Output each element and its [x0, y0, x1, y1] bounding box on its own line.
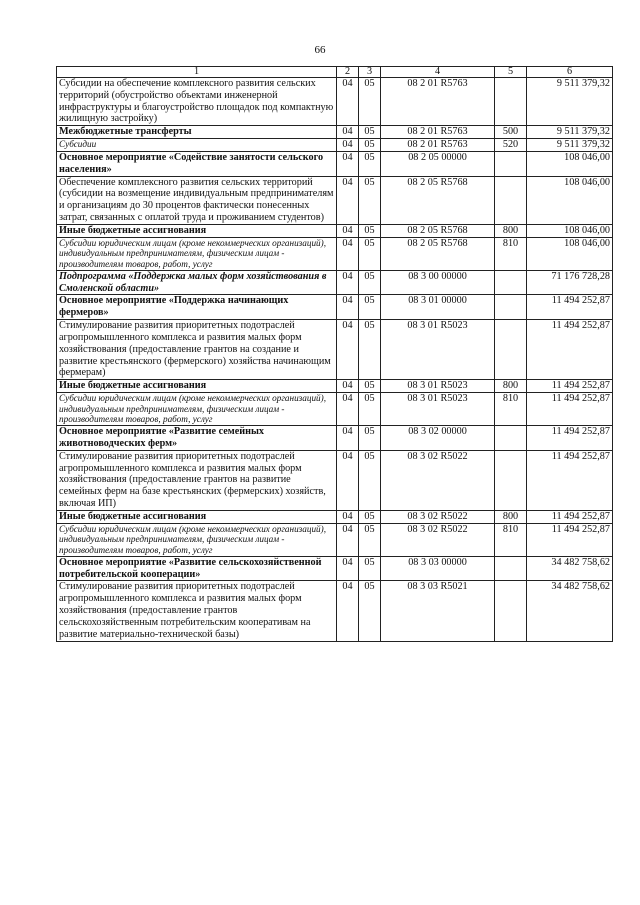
- row-subsection-cell: 05: [359, 523, 381, 556]
- row-name-cell: Основное мероприятие «Содействие занятости сельского населения»: [57, 151, 337, 176]
- table-row: [57, 78, 613, 126]
- table-row: [57, 523, 613, 556]
- row-expense-type-cell: [495, 151, 527, 176]
- row-section-cell: 04: [337, 176, 359, 224]
- row-code-cell: 08 3 03 R5021: [381, 581, 495, 641]
- row-expense-type-cell: 500: [495, 126, 527, 139]
- row-expense-type-cell: [495, 78, 527, 126]
- row-subsection-cell: 05: [359, 556, 381, 581]
- row-amount-cell: 108 046,00: [527, 224, 613, 237]
- row-section-cell: 04: [337, 581, 359, 641]
- row-expense-type-cell: [495, 426, 527, 451]
- row-section-cell: 04: [337, 224, 359, 237]
- row-name-cell: Иные бюджетные ассигнования: [57, 380, 337, 393]
- row-subsection-cell: 05: [359, 151, 381, 176]
- row-section-cell: 04: [337, 237, 359, 270]
- table-row: [57, 224, 613, 237]
- row-name-cell: Субсидии: [57, 139, 337, 152]
- row-code-cell: 08 3 01 00000: [381, 295, 495, 320]
- row-code-cell: 08 3 02 R5022: [381, 510, 495, 523]
- row-amount-cell: 9 511 379,32: [527, 139, 613, 152]
- table-row: [57, 295, 613, 320]
- row-expense-type-cell: [495, 270, 527, 295]
- row-name-cell: Основное мероприятие «Развитие семейных животноводческих ферм»: [57, 426, 337, 451]
- row-name-cell: Иные бюджетные ассигнования: [57, 224, 337, 237]
- row-subsection-cell: 05: [359, 380, 381, 393]
- header-col-4: 4: [381, 67, 495, 78]
- row-section-cell: 04: [337, 556, 359, 581]
- table-row: [57, 176, 613, 224]
- row-section-cell: 04: [337, 139, 359, 152]
- row-subsection-cell: 05: [359, 320, 381, 380]
- row-subsection-cell: 05: [359, 126, 381, 139]
- row-section-cell: 04: [337, 295, 359, 320]
- row-expense-type-cell: 800: [495, 380, 527, 393]
- row-amount-cell: 11 494 252,87: [527, 380, 613, 393]
- row-name-cell: Субсидии юридическим лицам (кроме некоммерческих организаций), индивидуальным предпринимателям, физическим лицам - производителям товаров, работ, услуг: [57, 237, 337, 270]
- row-expense-type-cell: [495, 556, 527, 581]
- row-section-cell: 04: [337, 450, 359, 510]
- row-section-cell: 04: [337, 78, 359, 126]
- row-subsection-cell: 05: [359, 581, 381, 641]
- row-amount-cell: 34 482 758,62: [527, 556, 613, 581]
- table-row: [57, 450, 613, 510]
- table-body: [57, 78, 613, 642]
- row-subsection-cell: 05: [359, 450, 381, 510]
- row-amount-cell: 11 494 252,87: [527, 426, 613, 451]
- row-code-cell: 08 2 01 R5763: [381, 126, 495, 139]
- row-subsection-cell: 05: [359, 176, 381, 224]
- row-name-cell: Обеспечение комплексного развития сельских территорий (субсидии на возмещение индивидуальным предпринимателям и организациям до 30 процентов фактически понесенных затрат, связанных с оплатой труда и проживанием студентов): [57, 176, 337, 224]
- table-row: [57, 510, 613, 523]
- row-expense-type-cell: 800: [495, 224, 527, 237]
- row-amount-cell: 11 494 252,87: [527, 450, 613, 510]
- table-row: [57, 320, 613, 380]
- row-code-cell: 08 3 01 R5023: [381, 393, 495, 426]
- row-code-cell: 08 2 01 R5763: [381, 78, 495, 126]
- row-subsection-cell: 05: [359, 270, 381, 295]
- table-row: [57, 139, 613, 152]
- row-amount-cell: 9 511 379,32: [527, 126, 613, 139]
- table-row: [57, 556, 613, 581]
- row-section-cell: 04: [337, 510, 359, 523]
- row-section-cell: 04: [337, 380, 359, 393]
- row-expense-type-cell: [495, 320, 527, 380]
- table-row: [57, 393, 613, 426]
- row-expense-type-cell: 810: [495, 237, 527, 270]
- row-code-cell: 08 3 02 00000: [381, 426, 495, 451]
- row-name-cell: Стимулирование развития приоритетных подотраслей агропромышленного комплекса и развития малых форм хозяйствования (предоставление грантов сельскохозяйственным потребительским кооперативам на развитие материально-технической базы): [57, 581, 337, 641]
- row-code-cell: 08 2 05 R5768: [381, 176, 495, 224]
- row-name-cell: Межбюджетные трансферты: [57, 126, 337, 139]
- row-expense-type-cell: 810: [495, 393, 527, 426]
- row-amount-cell: 34 482 758,62: [527, 581, 613, 641]
- row-code-cell: 08 2 01 R5763: [381, 139, 495, 152]
- row-section-cell: 04: [337, 523, 359, 556]
- row-expense-type-cell: [495, 176, 527, 224]
- row-amount-cell: 108 046,00: [527, 237, 613, 270]
- row-amount-cell: 71 176 728,28: [527, 270, 613, 295]
- row-code-cell: 08 3 02 R5022: [381, 523, 495, 556]
- row-name-cell: Субсидии юридическим лицам (кроме некоммерческих организаций), индивидуальным предпринимателям, физическим лицам - производителям товаров, работ, услуг: [57, 393, 337, 426]
- header-col-1: 1: [57, 67, 337, 78]
- budget-table: [56, 66, 613, 642]
- row-section-cell: 04: [337, 426, 359, 451]
- table-row: [57, 380, 613, 393]
- table-row: [57, 270, 613, 295]
- table-row: [57, 237, 613, 270]
- row-expense-type-cell: 810: [495, 523, 527, 556]
- row-expense-type-cell: 800: [495, 510, 527, 523]
- row-subsection-cell: 05: [359, 237, 381, 270]
- row-subsection-cell: 05: [359, 393, 381, 426]
- row-code-cell: 08 3 01 R5023: [381, 380, 495, 393]
- row-amount-cell: 11 494 252,87: [527, 295, 613, 320]
- row-subsection-cell: 05: [359, 426, 381, 451]
- table-row: [57, 126, 613, 139]
- row-expense-type-cell: [495, 295, 527, 320]
- row-section-cell: 04: [337, 126, 359, 139]
- table-header-row: [57, 67, 613, 78]
- row-name-cell: Субсидии на обеспечение комплексного развития сельских территорий (обустройство объектами инженерной инфраструктуры и благоустройство площадок под компактную жилищную застройку): [57, 78, 337, 126]
- row-name-cell: Основное мероприятие «Развитие сельскохозяйственной потребительской кооперации»: [57, 556, 337, 581]
- row-amount-cell: 108 046,00: [527, 151, 613, 176]
- row-code-cell: 08 3 03 00000: [381, 556, 495, 581]
- row-expense-type-cell: 520: [495, 139, 527, 152]
- row-subsection-cell: 05: [359, 78, 381, 126]
- row-name-cell: Стимулирование развития приоритетных подотраслей агропромышленного комплекса и развития малых форм хозяйствования (предоставление грантов на развитие семейных ферм на базе крестьянских (фермерских) хозяйств, включая ИП): [57, 450, 337, 510]
- row-name-cell: Субсидии юридическим лицам (кроме некоммерческих организаций), индивидуальным предпринимателям, физическим лицам - производителям товаров, работ, услуг: [57, 523, 337, 556]
- header-col-3: 3: [359, 67, 381, 78]
- row-subsection-cell: 05: [359, 295, 381, 320]
- row-code-cell: 08 2 05 R5768: [381, 237, 495, 270]
- row-name-cell: Основное мероприятие «Поддержка начинающих фермеров»: [57, 295, 337, 320]
- row-section-cell: 04: [337, 320, 359, 380]
- row-code-cell: 08 3 02 R5022: [381, 450, 495, 510]
- row-section-cell: 04: [337, 270, 359, 295]
- row-section-cell: 04: [337, 393, 359, 426]
- table-row: [57, 426, 613, 451]
- row-name-cell: Иные бюджетные ассигнования: [57, 510, 337, 523]
- row-amount-cell: 108 046,00: [527, 176, 613, 224]
- row-amount-cell: 11 494 252,87: [527, 393, 613, 426]
- header-col-5: 5: [495, 67, 527, 78]
- row-subsection-cell: 05: [359, 224, 381, 237]
- row-name-cell: Подпрограмма «Поддержка малых форм хозяйствования в Смоленской области»: [57, 270, 337, 295]
- row-expense-type-cell: [495, 581, 527, 641]
- header-col-6: 6: [527, 67, 613, 78]
- row-code-cell: 08 2 05 R5768: [381, 224, 495, 237]
- row-amount-cell: 11 494 252,87: [527, 523, 613, 556]
- header-col-2: 2: [337, 67, 359, 78]
- row-subsection-cell: 05: [359, 510, 381, 523]
- row-name-cell: Стимулирование развития приоритетных подотраслей агропромышленного комплекса и развития малых форм хозяйствования (предоставление грантов на создание и развитие крестьянского (фермерского) хозяйства начинающим фермерам): [57, 320, 337, 380]
- row-code-cell: 08 3 01 R5023: [381, 320, 495, 380]
- row-section-cell: 04: [337, 151, 359, 176]
- page-number: 66: [314, 44, 326, 56]
- row-code-cell: 08 3 00 00000: [381, 270, 495, 295]
- table-row: [57, 581, 613, 641]
- row-expense-type-cell: [495, 450, 527, 510]
- row-amount-cell: 11 494 252,87: [527, 510, 613, 523]
- row-amount-cell: 11 494 252,87: [527, 320, 613, 380]
- row-amount-cell: 9 511 379,32: [527, 78, 613, 126]
- row-subsection-cell: 05: [359, 139, 381, 152]
- row-code-cell: 08 2 05 00000: [381, 151, 495, 176]
- table-row: [57, 151, 613, 176]
